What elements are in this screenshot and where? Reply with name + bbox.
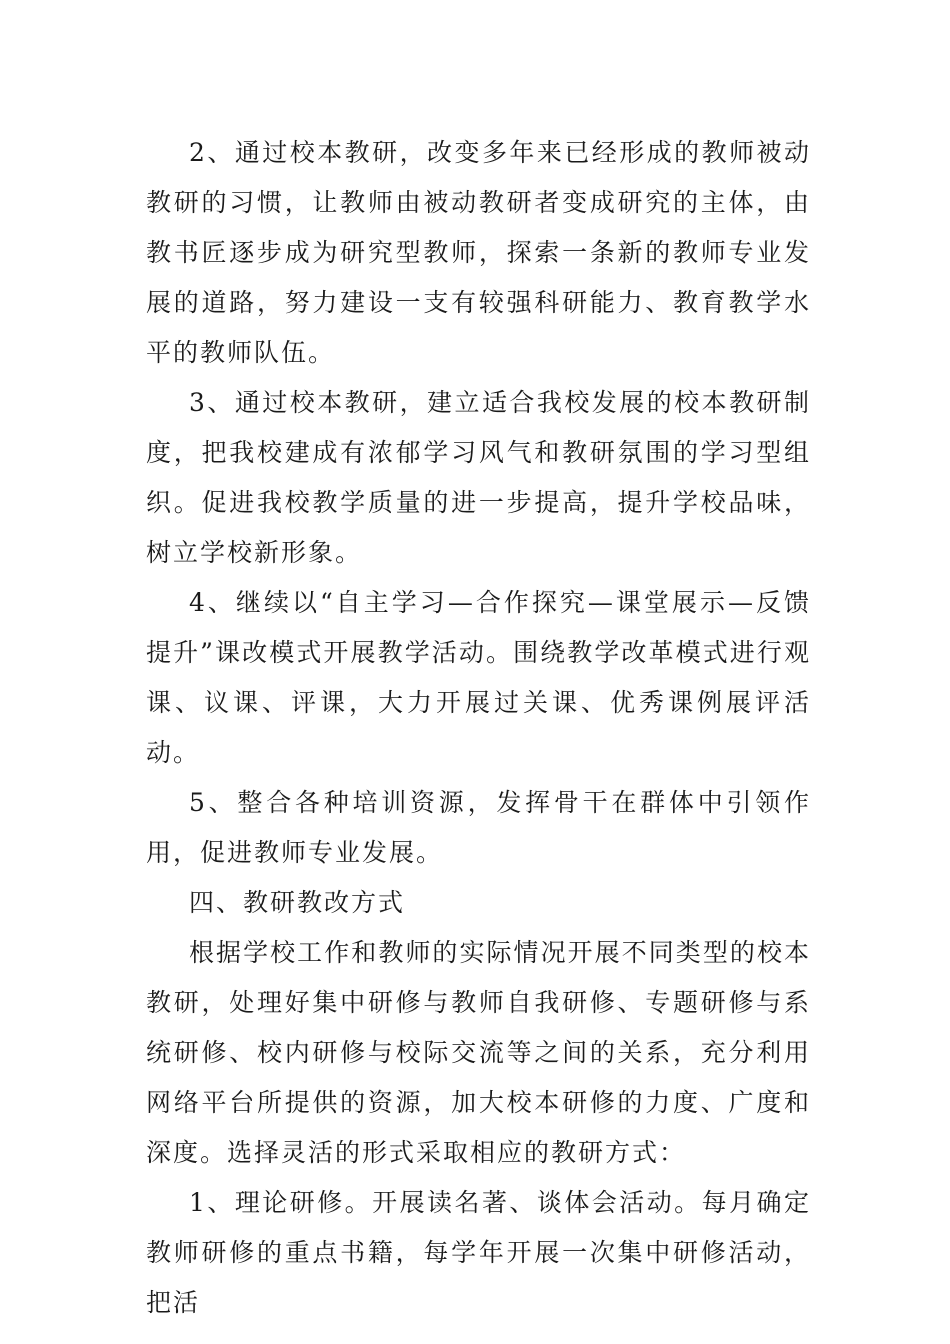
section-item-1: 1、理论研修。开展读名著、谈体会活动。每月确定教师研修的重点书籍，每学年开展一次集中研修活动，把活 [146, 1188, 811, 1317]
paragraph-item-3: 3、通过校本教研，建立适合我校发展的校本教研制度，把我校建成有浓郁学习风气和教研氛围的学习型组织。促进我校教学质量的进一步提高，提升学校品味，树立学校新形象。 [146, 388, 811, 567]
document-body [146, 128, 811, 1328]
section-intro-paragraph: 根据学校工作和教师的实际情况开展不同类型的校本教研，处理好集中研修与教师自我研修、专题研修与系统研修、校内研修与校际交流等之间的关系，充分利用网络平台所提供的资源，加大校本研修的力度、广度和深度。选择灵活的形式采取相应的教研方式： [146, 938, 811, 1167]
section-heading: 四、教研教改方式 [189, 888, 406, 917]
paragraph-item-4: 4、继续以“自主学习—合作探究—课堂展示—反馈提升”课改模式开展教学活动。围绕教学改革模式进行观课、议课、评课，大力开展过关课、优秀课例展评活动。 [146, 588, 811, 767]
paragraph-item-5: 5、整合各种培训资源，发挥骨干在群体中引领作用，促进教师专业发展。 [146, 788, 811, 867]
paragraph-item-2: 2、通过校本教研，改变多年来已经形成的教师被动教研的习惯，让教师由被动教研者变成研究的主体，由教书匠逐步成为研究型教师，探索一条新的教师专业发展的道路，努力建设一支有较强科研能力、教育教学水平的教师队伍。 [146, 138, 811, 367]
